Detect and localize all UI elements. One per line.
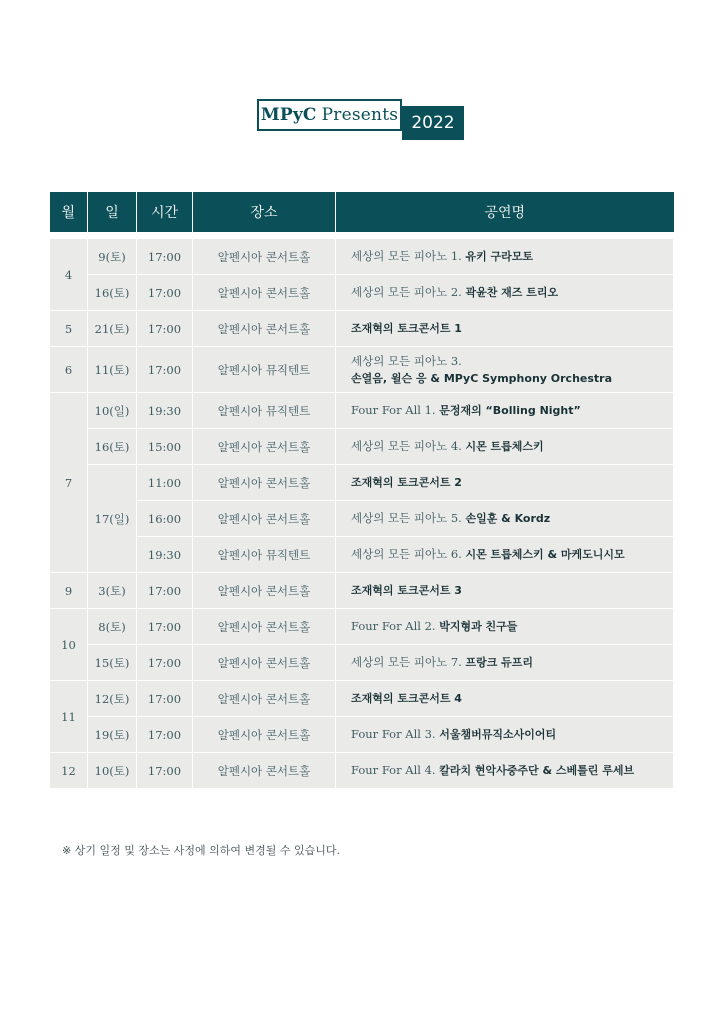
series-label: 세상의 모든 피아노 4. (351, 439, 462, 453)
venue-cell: 알펜시아 콘서트홀 (193, 275, 336, 311)
day-cell: 3(토) (88, 573, 137, 609)
performer-name: 손열음, 윌슨 응 & MPyC Symphony Orchestra (351, 371, 613, 385)
series-label: 조재혁의 토크콘서트 2 (351, 476, 462, 489)
day-cell: 16(토) (88, 275, 137, 311)
logo-word: Presents (321, 105, 399, 125)
schedule-table (49, 192, 674, 789)
series-label: Four For All 2. (351, 619, 436, 633)
title-cell (336, 429, 674, 465)
venue-cell: 알펜시아 콘서트홀 (193, 239, 336, 275)
time-cell: 17:00 (137, 645, 193, 681)
performer-name: 유키 구라모토 (465, 250, 534, 263)
title-cell (336, 753, 674, 789)
series-label: 세상의 모든 피아노 7. (351, 655, 462, 669)
presents-logo (0, 96, 722, 146)
performer-name: 서울챔버뮤직소사이어티 (439, 728, 557, 741)
title-cell (336, 609, 674, 645)
day-cell: 9(토) (88, 239, 137, 275)
time-cell: 19:30 (137, 393, 193, 429)
title-cell (336, 717, 674, 753)
series-label: Four For All 3. (351, 727, 436, 741)
performer-name: 손일훈 & Kordz (465, 512, 551, 525)
table-row (50, 681, 674, 717)
table-row (50, 311, 674, 347)
header-month: 월 (50, 192, 88, 232)
venue-cell: 알펜시아 뮤직텐트 (193, 537, 336, 573)
series-label: 조재혁의 토크콘서트 4 (351, 692, 462, 705)
table-row (50, 239, 674, 275)
month-cell: 4 (50, 239, 88, 311)
time-cell: 17:00 (137, 573, 193, 609)
month-cell: 11 (50, 681, 88, 753)
series-label: Four For All 4. (351, 763, 436, 777)
series-label: 세상의 모든 피아노 3. (351, 353, 462, 368)
footnote: ※ 상기 일정 및 장소는 사정에 의하여 변경될 수 있습니다. (62, 844, 340, 857)
venue-cell: 알펜시아 콘서트홀 (193, 717, 336, 753)
venue-cell: 알펜시아 콘서트홀 (193, 645, 336, 681)
month-cell: 10 (50, 609, 88, 681)
logo-brand: MPyC (260, 105, 317, 125)
table-row (50, 753, 674, 789)
table-row (50, 501, 674, 537)
performer-name: 프랑크 듀프리 (465, 656, 534, 669)
day-cell: 12(토) (88, 681, 137, 717)
logo-title (257, 99, 402, 131)
series-label: Four For All 1. (351, 403, 436, 417)
day-cell: 8(토) (88, 609, 137, 645)
time-cell: 17:00 (137, 681, 193, 717)
month-cell: 12 (50, 753, 88, 789)
table-row (50, 645, 674, 681)
table-row (50, 347, 674, 393)
series-label: 세상의 모든 피아노 2. (351, 285, 462, 299)
day-cell: 10(토) (88, 753, 137, 789)
time-cell: 17:00 (137, 311, 193, 347)
title-cell (336, 681, 674, 717)
performer-name: 시몬 트릅체스키 & 마케도니시모 (465, 548, 625, 561)
title-cell (336, 275, 674, 311)
venue-cell: 알펜시아 콘서트홀 (193, 609, 336, 645)
title-cell (336, 465, 674, 501)
title-cell (336, 311, 674, 347)
performer-name: 곽윤찬 재즈 트리오 (465, 286, 559, 299)
performer-name: 시몬 트릅체스키 (465, 440, 544, 453)
venue-cell: 알펜시아 뮤직텐트 (193, 347, 336, 393)
month-cell: 9 (50, 573, 88, 609)
time-cell: 17:00 (137, 717, 193, 753)
venue-cell: 알펜시아 콘서트홀 (193, 429, 336, 465)
series-label: 세상의 모든 피아노 6. (351, 547, 462, 561)
table-row (50, 573, 674, 609)
schedule-table-wrap (49, 192, 673, 789)
title-cell (336, 573, 674, 609)
day-cell: 17(일) (88, 465, 137, 573)
header-title: 공연명 (336, 192, 674, 232)
performer-name: 칼라치 현악사중주단 & 스베틀린 루세브 (439, 764, 635, 777)
venue-cell: 알펜시아 콘서트홀 (193, 465, 336, 501)
time-cell: 17:00 (137, 609, 193, 645)
series-label: 세상의 모든 피아노 1. (351, 249, 462, 263)
table-row (50, 275, 674, 311)
table-row (50, 609, 674, 645)
series-label: 조재혁의 토크콘서트 1 (351, 322, 462, 335)
performer-name: 문정재의 “Bolling Night” (439, 404, 581, 417)
time-cell: 17:00 (137, 275, 193, 311)
venue-cell: 알펜시아 콘서트홀 (193, 681, 336, 717)
table-row (50, 717, 674, 753)
table-row (50, 465, 674, 501)
venue-cell: 알펜시아 뮤직텐트 (193, 393, 336, 429)
header-time: 시간 (137, 192, 193, 232)
title-cell (336, 239, 674, 275)
month-cell: 7 (50, 393, 88, 573)
series-label: 세상의 모든 피아노 5. (351, 511, 462, 525)
time-cell: 17:00 (137, 753, 193, 789)
month-cell: 5 (50, 311, 88, 347)
time-cell: 17:00 (137, 347, 193, 393)
series-label: 조재혁의 토크콘서트 3 (351, 584, 462, 597)
venue-cell: 알펜시아 콘서트홀 (193, 311, 336, 347)
month-cell: 6 (50, 347, 88, 393)
day-cell: 11(토) (88, 347, 137, 393)
time-cell: 15:00 (137, 429, 193, 465)
day-cell: 21(토) (88, 311, 137, 347)
title-cell (336, 645, 674, 681)
day-cell: 10(일) (88, 393, 137, 429)
header-row (50, 192, 674, 232)
table-row (50, 393, 674, 429)
table-row (50, 537, 674, 573)
day-cell: 15(토) (88, 645, 137, 681)
time-cell: 11:00 (137, 465, 193, 501)
time-cell: 19:30 (137, 537, 193, 573)
title-cell (336, 501, 674, 537)
venue-cell: 알펜시아 콘서트홀 (193, 753, 336, 789)
day-cell: 16(토) (88, 429, 137, 465)
table-row (50, 429, 674, 465)
performer-name: 박지형과 친구들 (439, 620, 518, 633)
header-day: 일 (88, 192, 137, 232)
logo-year: 2022 (402, 106, 464, 140)
title-cell (336, 537, 674, 573)
title-cell (336, 347, 674, 393)
title-cell (336, 393, 674, 429)
venue-cell: 알펜시아 콘서트홀 (193, 573, 336, 609)
day-cell: 19(토) (88, 717, 137, 753)
time-cell: 17:00 (137, 239, 193, 275)
time-cell: 16:00 (137, 501, 193, 537)
venue-cell: 알펜시아 콘서트홀 (193, 501, 336, 537)
header-venue: 장소 (193, 192, 336, 232)
